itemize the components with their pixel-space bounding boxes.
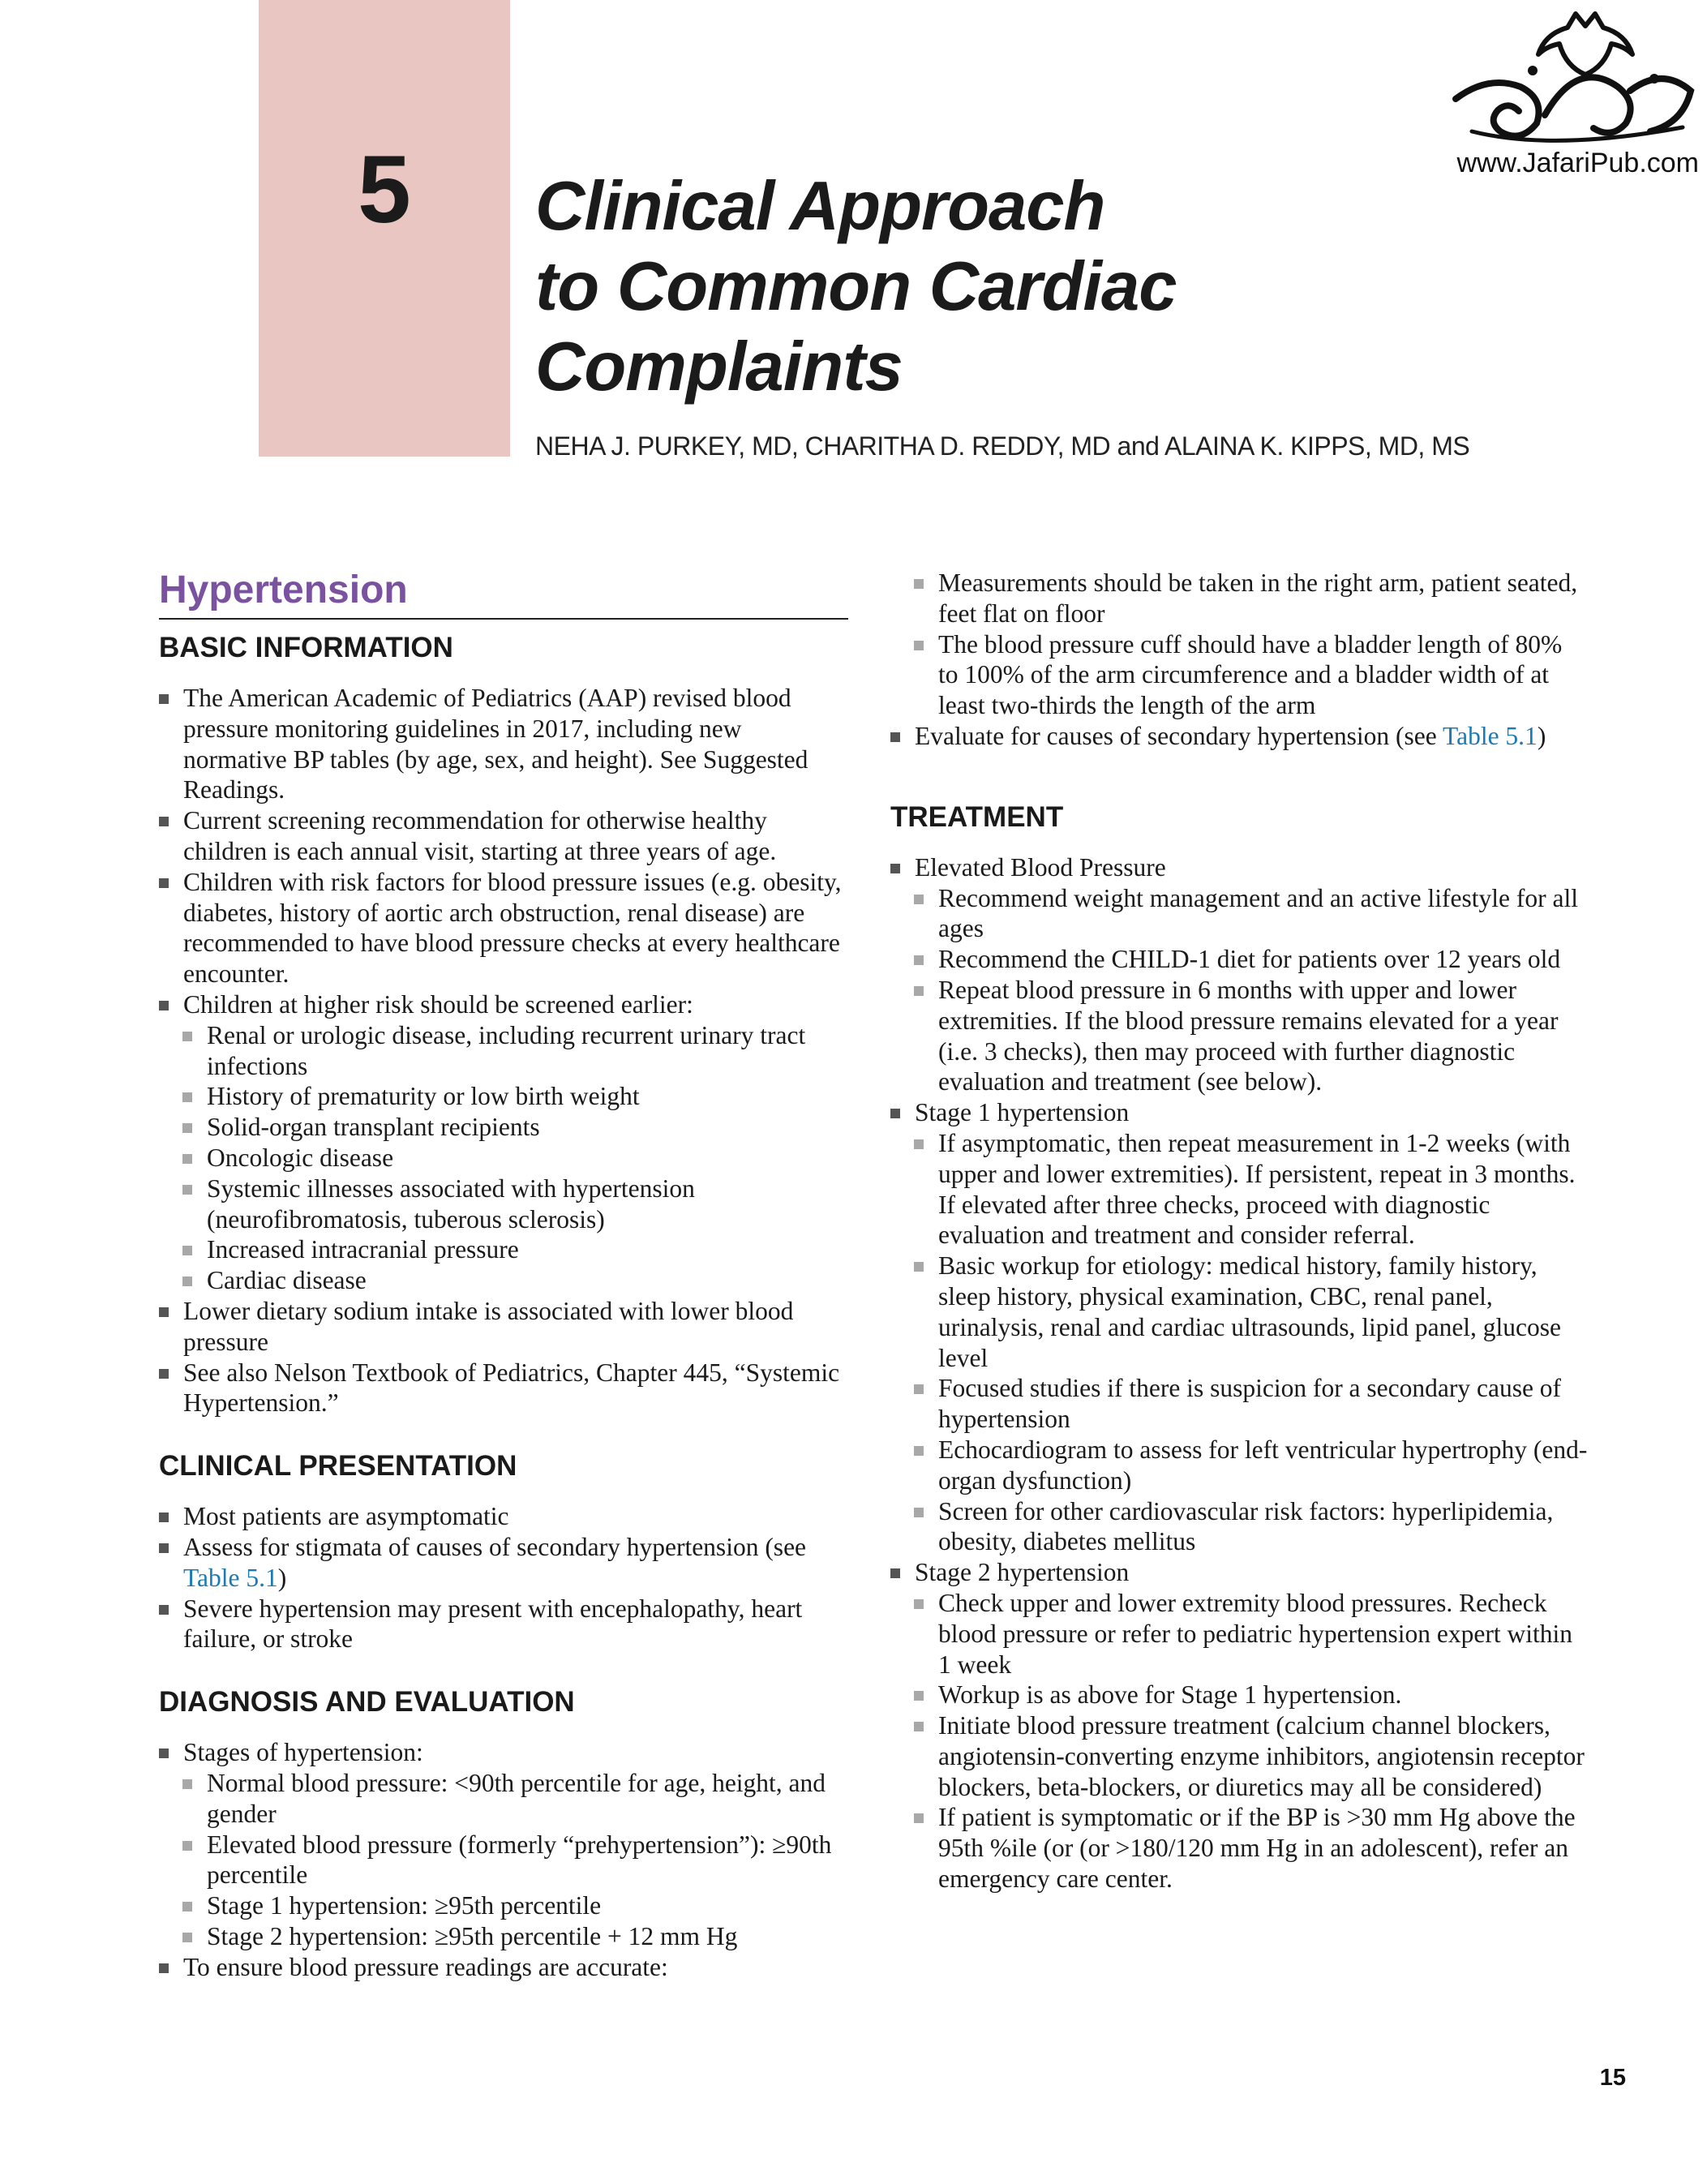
basic-information-list: [159, 683, 848, 1418]
sub-list-item: Systemic illnesses associated with hypertension (neurofibromatosis, tuberous sclerosis): [159, 1174, 848, 1235]
list-item: Stages of hypertension:: [159, 1737, 848, 1768]
sub-list-item: Oncologic disease: [159, 1143, 848, 1174]
sub-list-item: Basic workup for etiology: medical history, family history, sleep history, physical examination, CBC, renal panel, urinalysis, renal and cardiac ultrasounds, lipid panel, glucose level: [890, 1251, 1588, 1373]
sub-list-item: If asymptomatic, then repeat measurement in 1-2 weeks (with upper and lower extremities). If persistent, repeat in 3 months. If elevated after three checks, proceed with diagnostic evaluation and treatment and consider referral.: [890, 1128, 1588, 1251]
sub-list-item: Measurements should be taken in the right arm, patient seated, feet flat on floor: [890, 568, 1588, 629]
section-title: Hypertension: [159, 568, 848, 620]
sub-list-item: Focused studies if there is suspicion for a secondary cause of hypertension: [890, 1373, 1588, 1435]
sub-list-item: Recommend the CHILD-1 diet for patients over 12 years old: [890, 944, 1588, 975]
sub-list-item: Renal or urologic disease, including recurrent urinary tract infections: [159, 1020, 848, 1082]
treatment-list: [890, 852, 1588, 1894]
chapter-title: [535, 166, 1346, 407]
basic-information-heading: BASIC INFORMATION: [159, 632, 453, 663]
list-item: To ensure blood pressure readings are accurate:: [159, 1952, 848, 1983]
sub-list-item: If patient is symptomatic or if the BP is >30 mm Hg above the 95th %ile (or (or >180/120 mm Hg in an adolescent), refer an emergency care center.: [890, 1802, 1588, 1894]
list-item: [159, 1532, 848, 1594]
list-item: Lower dietary sodium intake is associated with lower blood pressure: [159, 1296, 848, 1358]
list-item: Most patients are asymptomatic: [159, 1501, 848, 1532]
publisher-url[interactable]: www.JafariPub.com: [1456, 148, 1699, 178]
sub-list-item: Increased intracranial pressure: [159, 1234, 848, 1265]
sub-list-item: Normal blood pressure: <90th percentile for age, height, and gender: [159, 1768, 848, 1830]
sub-list-item: Initiate blood pressure treatment (calcium channel blockers, angiotensin-converting enzyme inhibitors, angiotensin receptor blockers, beta-blockers, or diuretics may all be considered): [890, 1710, 1588, 1802]
list-item-text: ): [1537, 721, 1546, 750]
list-item: Current screening recommendation for otherwise healthy children is each annual visit, starting at three years of age.: [159, 805, 848, 867]
list-item: Children with risk factors for blood pressure issues (e.g. obesity, diabetes, history of aortic arch obstruction, renal disease) are recommended to have blood pressure checks at every healthcare encounter.: [159, 867, 848, 989]
list-item: Stage 2 hypertension: [890, 1557, 1588, 1588]
list-item-text: Assess for stigmata of causes of secondary hypertension (see: [183, 1532, 807, 1561]
list-item: Severe hypertension may present with encephalopathy, heart failure, or stroke: [159, 1594, 848, 1655]
left-column: [159, 568, 848, 1982]
publisher-logo: [1423, 10, 1699, 180]
sub-list-item: Stage 1 hypertension: ≥95th percentile: [159, 1890, 848, 1921]
treatment-heading: TREATMENT: [890, 800, 1064, 833]
list-item-text: Evaluate for causes of secondary hypertension (see: [915, 721, 1443, 750]
chapter-title-line: Clinical Approach: [535, 168, 1105, 245]
diagnosis-list-continued: [890, 568, 1588, 752]
list-item: Elevated Blood Pressure: [890, 852, 1588, 883]
sub-list-item: The blood pressure cuff should have a bladder length of 80% to 100% of the arm circumference and a bladder width of at least two-thirds the length of the arm: [890, 629, 1588, 721]
chapter-authors: NEHA J. PURKEY, MD, CHARITHA D. REDDY, MD and ALAINA K. KIPPS, MD, MS: [535, 431, 1470, 461]
list-item: The American Academic of Pediatrics (AAP) revised blood pressure monitoring guidelines in 2017, including new normative BP tables (by age, sex, and height). See Suggested Readings.: [159, 683, 848, 805]
chapter-number: 5: [358, 136, 411, 243]
sub-list-item: Echocardiogram to assess for left ventricular hypertrophy (end-organ dysfunction): [890, 1435, 1588, 1496]
list-item: Stage 1 hypertension: [890, 1097, 1588, 1128]
right-column: [890, 568, 1588, 1894]
sub-list-item: Stage 2 hypertension: ≥95th percentile + 12 mm Hg: [159, 1921, 848, 1952]
sub-list-item: Elevated blood pressure (formerly “prehypertension”): ≥90th percentile: [159, 1830, 848, 1891]
sub-list-item: History of prematurity or low birth weight: [159, 1081, 848, 1112]
page-number: 15: [1599, 2065, 1626, 2091]
list-item-text: ): [277, 1563, 287, 1592]
sub-list-item: Check upper and lower extremity blood pressures. Recheck blood pressure or refer to pediatric hypertension expert within 1 week: [890, 1588, 1588, 1680]
sub-list-item: Workup is as above for Stage 1 hypertension.: [890, 1680, 1588, 1710]
sub-list-item: Screen for other cardiovascular risk factors: hyperlipidemia, obesity, diabetes mellitus: [890, 1496, 1588, 1558]
list-item: [890, 721, 1588, 752]
table-reference-link[interactable]: Table 5.1: [183, 1563, 278, 1592]
clinical-presentation-list: [159, 1501, 848, 1654]
table-reference-link[interactable]: Table 5.1: [1443, 721, 1538, 750]
chapter-title-line: Complaints: [535, 328, 903, 405]
sub-list-item: Recommend weight management and an active lifestyle for all ages: [890, 883, 1588, 945]
sub-list-item: Repeat blood pressure in 6 months with upper and lower extremities. If the blood pressure remains elevated for a year (i.e. 3 checks), then may proceed with further diagnostic evaluation and treatment (see below).: [890, 975, 1588, 1097]
sub-list-item: Cardiac disease: [159, 1265, 848, 1296]
sub-list-item: Solid-organ transplant recipients: [159, 1112, 848, 1143]
list-item: Children at higher risk should be screened earlier:: [159, 989, 848, 1020]
list-item: See also Nelson Textbook of Pediatrics, Chapter 445, “Systemic Hypertension.”: [159, 1358, 848, 1419]
diagnosis-list: [159, 1737, 848, 1982]
chapter-title-line: to Common Cardiac: [535, 248, 1177, 325]
publisher-logo-mark: [1423, 10, 1699, 148]
clinical-presentation-heading: CLINICAL PRESENTATION: [159, 1450, 517, 1482]
diagnosis-heading: DIAGNOSIS AND EVALUATION: [159, 1686, 575, 1718]
